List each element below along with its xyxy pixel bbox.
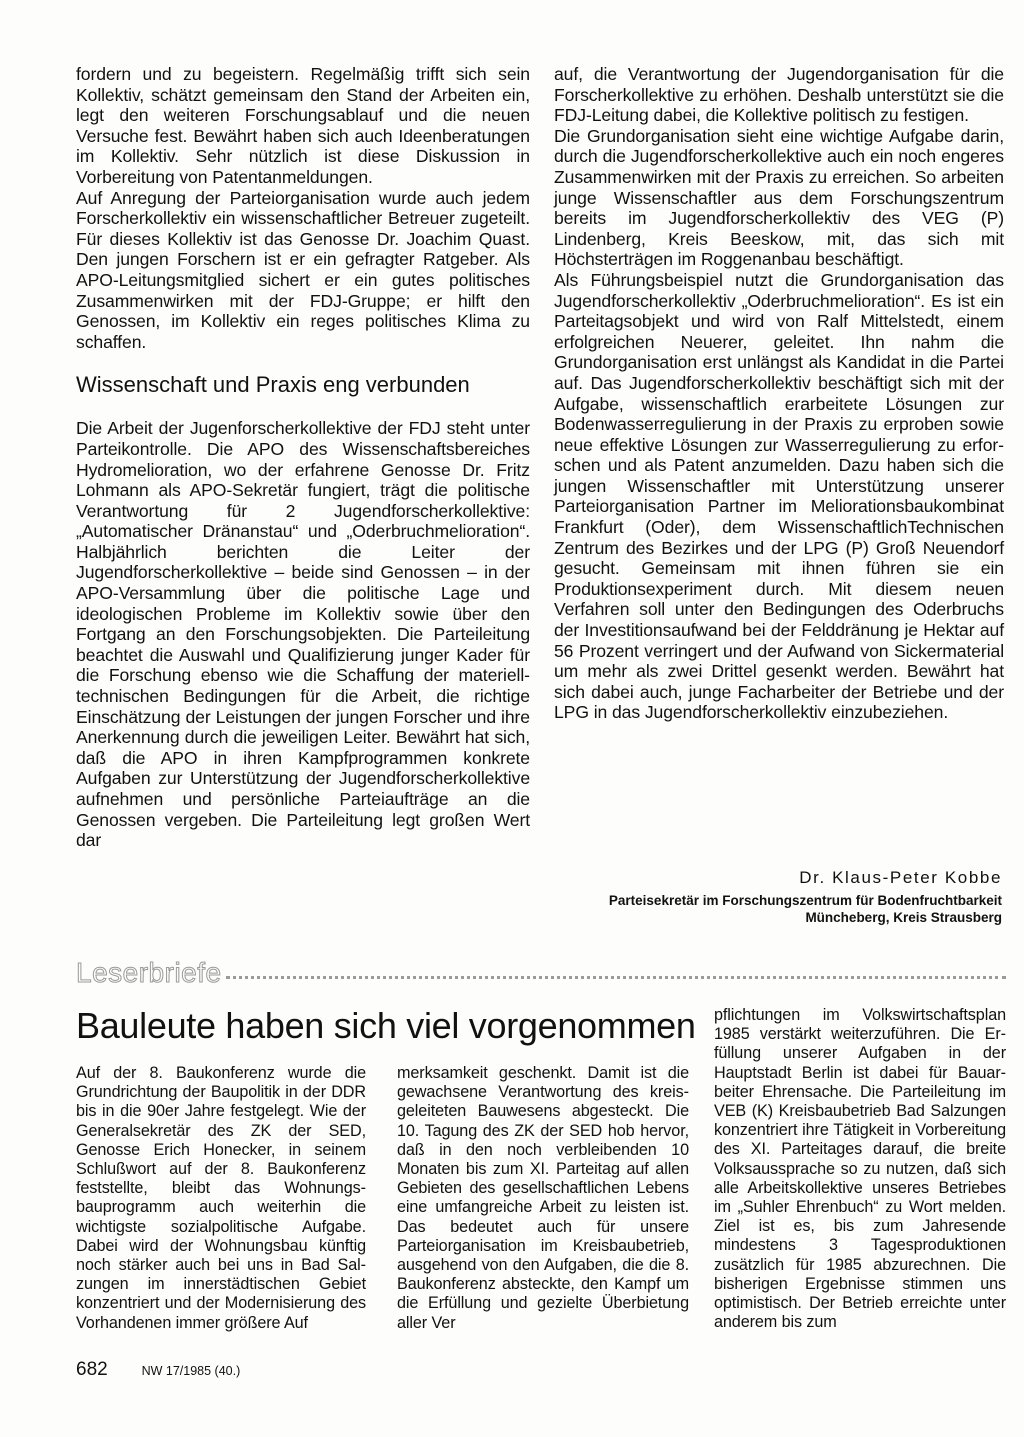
article-paragraph: Die Arbeit der Jugenforscherkollektive der FDJ steht unter Parteikontrolle. Die APO des Wissenschaftsbereiches Hydromelioration, wo der erfahrene Genosse Dr. Fritz Lohmann als APO-Sekretär fungiert, trägt die politische Verantwortung für 2 Jugendforscherkollektive: „Automatischer Dränanstau“ und „Oderbruchmelioration“. Halbjährlich berichten die Leiter der Jugendforscherkollektive – beide sind Genossen – in der APO-Versammlung über die politische Lage und ideologischen Probleme im Kollektiv sowie über den Fortgang an den Forschungsobjekten. Die Parteileitung beachtet die Auswahl und Qualifizierung junger Kader für die Forschung ebenso wie die Schaffung der materielltechnischen Bedingungen für die Arbeit, die richtige Einschätzung der Leistungen der jungen Forscher und ihre Anerkennung durch die jeweiligen Leiter. Bewährt hat sich, daß die APO in ihren Kampfprogrammen konkrete Aufgaben zur Unterstützung der Jugendforscherkollektive aufnehmen und persönliche Parteiaufträge an die Genossen vergeben. Die Parteileitung legt großen Wert dar (76, 418, 530, 851)
page-number: 682 (76, 1359, 108, 1380)
article-right-column (554, 64, 1004, 723)
rubric-divider (226, 976, 1006, 979)
letter-column-3 (714, 1006, 1006, 1332)
article-paragraph: Die Grundorganisation sieht eine wichtige Aufgabe darin, durch die Jugendforscherkollektive auch ein noch engeres Zusammenwirken mit der Praxis zu erreichen. So arbeiten junge Wissenschaftler aus dem Forschungszentrum bereits im Jugendforscherkollektiv des VEG (P) Lindenberg, Kreis Beeskow, mit, das sich mit Höchsterträgen im Roggenanbau beschäftigt. (554, 125, 1004, 270)
article-left-column (76, 64, 530, 851)
letter-column-2 (397, 1064, 689, 1333)
letter-paragraph: Auf der 8. Baukonferenz wurde die Grundrichtung der Baupolitik in der DDR bis in die 90er Jahre festgelegt. Wie der Generalsekretär des ZK der SED, Genosse Erich Honecker, in seinem Schlußwort auf der 8. Baukonferenz feststellte, bleibt das Wohnungsbauprogramm auch weiterhin die wichtigste sozialpolitische Aufgabe. Dabei wird der Wohnungsbau künftig noch stärker auch bei uns in Bad Salzungen im innerstädtischen Gebiet konzentriert und der Modernisierung des Vorhandenen immer größere Auf (76, 1064, 366, 1332)
article-paragraph: Als Führungsbeispiel nutzt die Grundorganisation das Jugendforscherkollektiv „Oderbruchmelioration“. Es ist ein Parteitagsobjekt und wird von Ralf Mittelstedt, einem erfolgreichen Neuerer, geleitet. Ihn nahm die Grundorganisation erst unlängst als Kandidat in die Partei auf. Das Jugendforscherkollektiv beschäftigt sich mit der Aufgabe, wissenschaftlich erarbeitete Lösungen zur Bodenwasserregulierung in der Praxis zu erproben sowie neue effektive Lösungen zur Wasserregulierung zu erforschen und als Patent anzumelden. Dazu haben sich die jungen Wissenschaftler mit Unterstützung unserer Parteiorganisation Partner im Meliorationsbaukombinat Frankfurt (Oder), dem WissenschaftlichTechnischen Zentrum des Bezirkes und der LPG (P) Groß Neuendorf gesucht. Gemeinsam mit ihnen führen sie ein Produktionsexperiment durch. Mit diesem neuen Verfahren soll unter den Bedingungen des Oderbruchs der Investitionsaufwand bei der Felddränung je Hektar auf 56 Prozent verringert und der Aufwand von Sickermaterial um mehr als zwei Drittel gesenkt werden. Bewährt hat sich dabei auch, junge Facharbeiter der Betriebe und der LPG in das Jugendforscherkollektiv einzubeziehen. (554, 269, 1004, 723)
article-paragraph: fordern und zu begeistern. Regelmäßig trifft sich sein Kollektiv, schätzt gemeinsam den Stand der Arbeiten ein, legt den weiteren Forschungsablauf und die neuen Versuche fest. Bewährt haben sich auch Ideenberatungen im Kollektiv. Sehr nützlich ist diese Diskussion in Vorbereitung von Patentanmeldungen. (76, 64, 530, 187)
rubric-bar (76, 956, 1006, 990)
letter-paragraph: pflichtungen im Volkswirtschaftsplan 1985 verstärkt weiterzuführen. Die Erfüllung unserer Aufgaben in der Hauptstadt Berlin ist dabei für Bauarbeiter Ehrensache. Die Parteileitung im VEB (K) Kreisbaubetrieb Bad Salzungen konzentriert ihre Tätigkeit in Vorbereitung des XI. Parteitages darauf, die breite Volksaussprache so zu nutzen, daß sich alle Arbeitskollektive unseres Betriebes im „Suhler Ehrenbuch“ zu Wort melden. Ziel ist es, bis zum Jahresende mindestens 3 Tagesproduktionen zusätzlich für 1985 abzurechnen. Die bisherigen Ergebnisse stimmen uns optimistisch. Der Betrieb erreichte unter anderem bis zum (714, 1006, 1006, 1332)
author-name: Dr. Klaus-Peter Kobbe (799, 868, 1002, 887)
author-role-line: Parteisekretär im Forschungszentrum für Bodenfruchtbarkeit (608, 893, 1002, 908)
page-footer (76, 1360, 240, 1381)
rubric-label: Leserbriefe (76, 957, 222, 988)
author-signature (542, 867, 1002, 926)
issue-reference: NW 17/1985 (40.) (141, 1364, 241, 1378)
author-role (542, 892, 1002, 926)
letter-column-1 (76, 1064, 366, 1333)
letter-headline: Bauleute haben sich viel vorgenommen (76, 1005, 696, 1046)
article-paragraph: auf, die Verantwortung der Jugendorganisation für die Forscherkollektive zu erhöhen. Deshalb unterstützt sie die FDJ-Leitung dabei, die Kollektive politisch zu festigen. (554, 64, 1004, 126)
letter-paragraph: merksamkeit geschenkt. Damit ist die gewachsene Verantwortung des kreisgeleiteten Bauwesens abgesteckt. Die 10. Tagung des ZK der SED hob hervor, daß in den noch verbleibenden 10 Monaten bis zum XI. Parteitag auf allen Gebieten des gesellschaftlichen Lebens eine umfangreiche Arbeit zu leisten ist. Das bedeutet auch für unsere Parteiorganisation im Kreisbaubetrieb, ausgehend von den Aufgaben, die die 8. Baukonferenz absteckte, den Kampf um die Erfüllung und gezielte Überbietung aller Ver (397, 1064, 689, 1332)
author-role-line: Müncheberg, Kreis Strausberg (805, 910, 1002, 925)
article-paragraph: Auf Anregung der Parteiorganisation wurde auch jedem Forscherkollektiv ein wissenschaftlicher Betreuer zugeteilt. Für dieses Kollektiv ist das Genosse Dr. Joachim Quast. Den jungen Forschern ist er ein gefragter Ratgeber. Als APO-Leitungsmitglied sichert er ein gutes politisches Zusammenwirken mit der FDJ-Gruppe; er hilft den Genossen, im Kollektiv ein reges politisches Klima zu schaffen. (76, 187, 530, 352)
article-subheading: Wissenschaft und Praxis eng verbunden (76, 372, 470, 398)
